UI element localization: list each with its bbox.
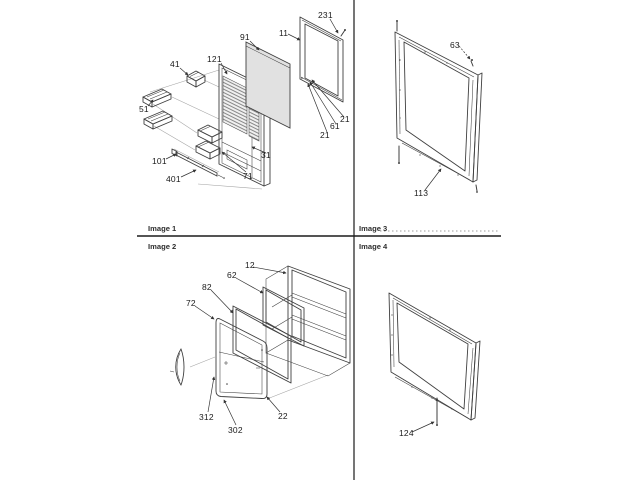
callout-71: 71 (243, 171, 253, 181)
callout-51: 51 (139, 104, 149, 114)
callout-401: 401 (166, 174, 181, 184)
callout-101: 101 (152, 156, 167, 166)
callout-72: 72 (186, 298, 196, 308)
callout-12: 12 (245, 260, 255, 270)
callout-113: 113 (414, 188, 429, 198)
callout-31: 31 (261, 150, 271, 160)
leader-lines-image4 (412, 422, 434, 432)
freezer-door-panel (216, 319, 267, 399)
gasket-retainer (263, 287, 304, 346)
callout-41: 41 (170, 59, 180, 69)
door-handle (170, 349, 184, 385)
freezer-frame-assembly (389, 293, 480, 420)
outer-door-frame (300, 17, 346, 102)
callout-21-b: 21 (320, 130, 330, 140)
quadrant-image1 (139, 10, 350, 233)
callout-231: 231 (318, 10, 333, 20)
image4-label: Image 4 (359, 242, 388, 251)
image1-label: Image 1 (148, 224, 177, 233)
dairy-bin-lower (196, 141, 220, 159)
dairy-bin-upper (198, 125, 222, 143)
quadrant-image2 (148, 242, 350, 435)
freezer-shelf-box (266, 266, 350, 376)
callout-124: 124 (399, 428, 414, 438)
quadrant-image4 (359, 242, 480, 438)
door-frame-assembly (395, 32, 482, 182)
small-tray-41 (187, 71, 205, 87)
callout-22: 22 (278, 411, 288, 421)
callout-63: 63 (450, 40, 460, 50)
callout-302: 302 (228, 425, 243, 435)
callout-82: 82 (202, 282, 212, 292)
callout-11: 11 (279, 28, 289, 38)
callout-21-a: 21 (340, 114, 350, 124)
image2-label: Image 2 (148, 242, 177, 251)
callout-312: 312 (199, 412, 214, 422)
callout-62: 62 (227, 270, 237, 280)
callout-61: 61 (330, 121, 340, 131)
callout-91: 91 (240, 32, 250, 42)
image3-label: Image 3 (359, 224, 388, 233)
callout-121: 121 (207, 54, 222, 64)
quadrant-image3 (359, 20, 482, 233)
